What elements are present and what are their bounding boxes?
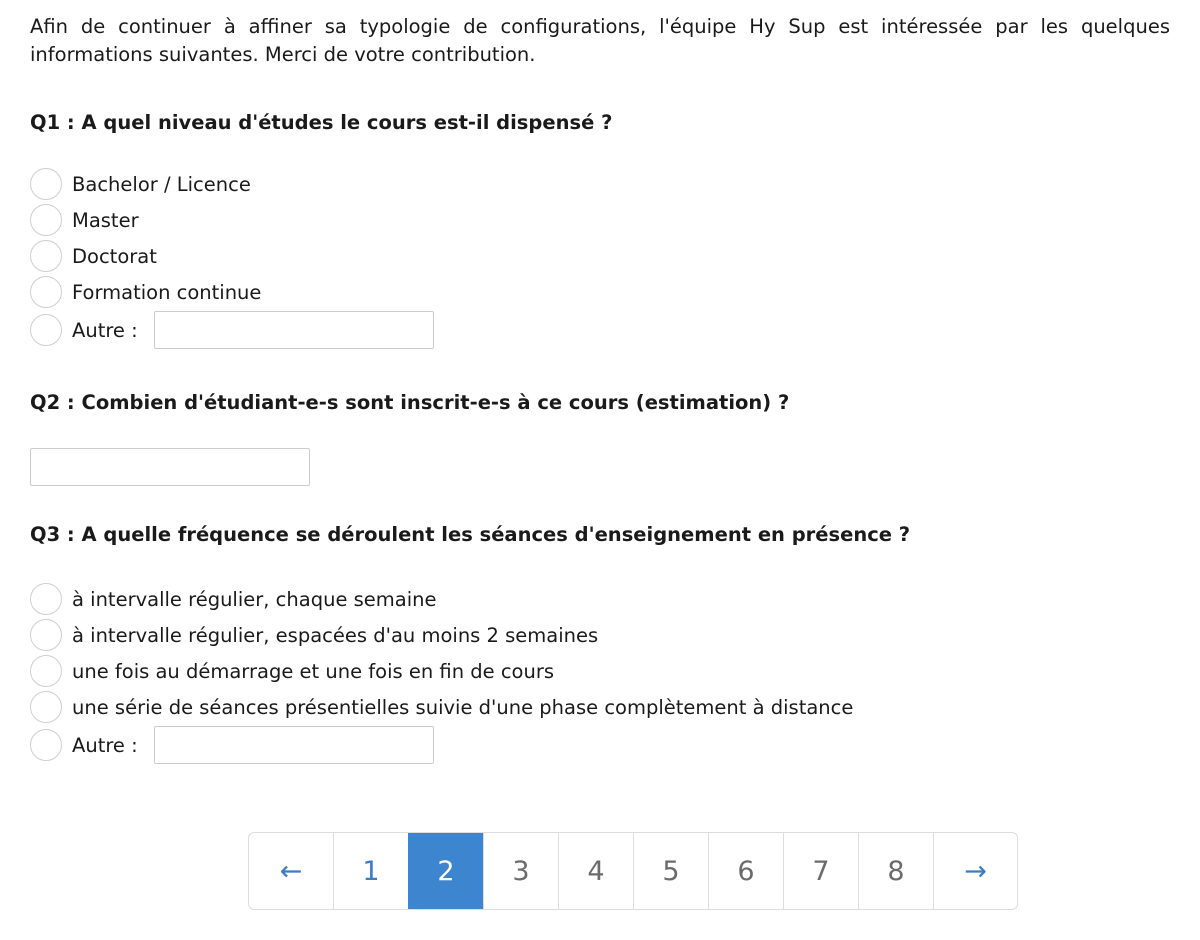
page-5[interactable]: 5 [633,833,708,909]
page-4[interactable]: 4 [558,833,633,909]
page-2-current[interactable]: 2 [408,833,483,909]
q3-option-label[interactable]: une fois au démarrage et une fois en fin de cours [72,659,555,683]
q2-title: Q2 : Combien d'étudiant-e-s sont inscrit-e-s à ce cours (estimation) ? [30,391,790,414]
q1-options [30,166,434,350]
q3-options [30,581,853,765]
q1-option-label[interactable]: Bachelor / Licence [72,172,251,196]
previous-page-arrow-icon[interactable]: ← [279,855,303,887]
page-1[interactable]: 1 [333,833,408,909]
q1-other-input[interactable] [154,311,434,349]
q1-option-other[interactable] [30,310,434,350]
q1-option-label[interactable]: Master [72,208,139,232]
intro-text: Afin de continuer à affiner sa typologie de configurations, l'équipe Hy Sup est intéressée par les quelques informations suivantes. Merci de votre contribution. [30,15,1170,66]
q2-student-count-input[interactable] [30,448,310,486]
page-8[interactable]: 8 [858,833,933,909]
q1-option[interactable] [30,238,434,274]
pagination [248,832,1018,910]
radio-button[interactable] [30,240,62,272]
q3-other-input[interactable] [154,726,434,764]
radio-button[interactable] [30,276,62,308]
q1-option[interactable] [30,166,434,202]
page-6[interactable]: 6 [708,833,783,909]
q3-option[interactable] [30,581,853,617]
radio-button[interactable] [30,729,62,761]
radio-button[interactable] [30,204,62,236]
q1-other-label[interactable]: Autre : [72,318,138,342]
q3-option-label[interactable]: une série de séances présentielles suivie d'une phase complètement à distance [72,695,854,719]
q3-option-label[interactable]: à intervalle régulier, chaque semaine [72,587,437,611]
page-7[interactable]: 7 [783,833,858,909]
q3-option[interactable] [30,617,853,653]
q1-title: Q1 : A quel niveau d'études le cours est-il dispensé ? [30,111,613,134]
q3-title: Q3 : A quelle fréquence se déroulent les séances d'enseignement en présence ? [30,523,911,546]
radio-button[interactable] [30,583,62,615]
radio-button[interactable] [30,314,62,346]
radio-button[interactable] [30,168,62,200]
next-page-arrow-icon[interactable]: → [933,833,1017,909]
q3-option-other[interactable] [30,725,853,765]
radio-button[interactable] [30,619,62,651]
q3-option-label[interactable]: à intervalle régulier, espacées d'au moins 2 semaines [72,623,599,647]
q1-option[interactable] [30,202,434,238]
q3-option[interactable] [30,689,853,725]
radio-button[interactable] [30,691,62,723]
q3-option[interactable] [30,653,853,689]
radio-button[interactable] [30,655,62,687]
q3-other-label[interactable]: Autre : [72,733,138,757]
q1-option-label[interactable]: Formation continue [72,280,262,304]
q1-option[interactable] [30,274,434,310]
q1-option-label[interactable]: Doctorat [72,244,157,268]
page-3[interactable]: 3 [483,833,558,909]
